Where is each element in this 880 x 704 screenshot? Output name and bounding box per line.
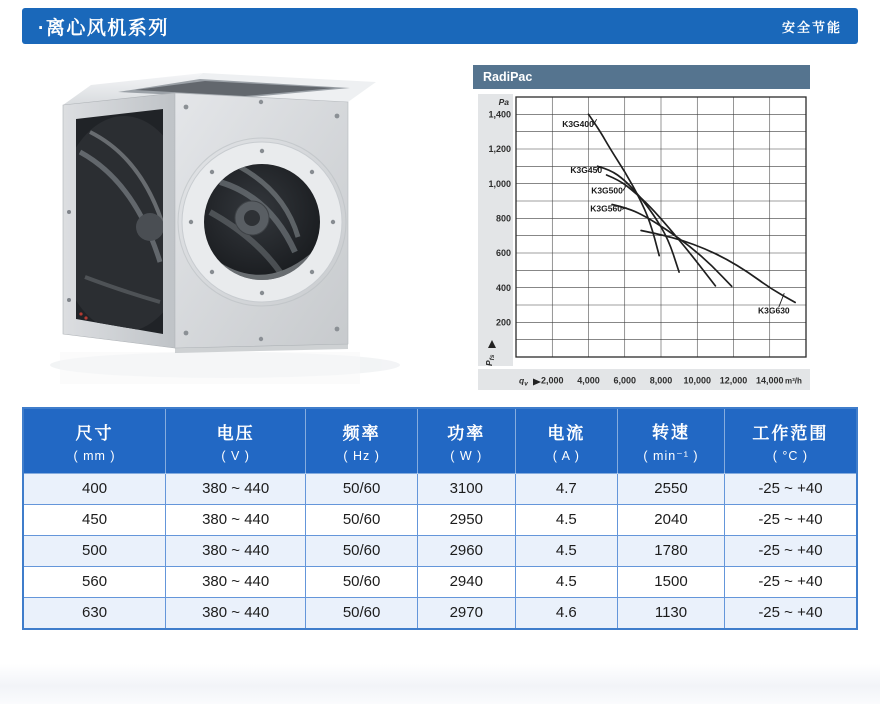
table-cell: 2940 bbox=[417, 567, 515, 598]
table-cell: 50/60 bbox=[306, 536, 418, 567]
column-unit: ( min⁻¹ ) bbox=[643, 449, 699, 463]
product-photo-centrifugal-fan bbox=[40, 62, 440, 392]
x-axis-caption: $q_v$ bbox=[519, 375, 528, 388]
column-label: 转速 bbox=[651, 423, 690, 442]
table-cell: 400 bbox=[23, 474, 166, 505]
table-cell: 380 ~ 440 bbox=[166, 598, 306, 630]
table-header-cell-2 bbox=[306, 408, 418, 474]
table-cell: 4.5 bbox=[515, 536, 618, 567]
table-cell: 3100 bbox=[417, 474, 515, 505]
column-unit: ( V ) bbox=[221, 448, 250, 463]
table-cell: 2550 bbox=[618, 474, 725, 505]
table-cell: 380 ~ 440 bbox=[166, 505, 306, 536]
series-label-K3G500: K3G500 bbox=[591, 185, 623, 196]
x-unit-label: m³/h bbox=[785, 376, 802, 386]
table-cell: 50/60 bbox=[306, 505, 418, 536]
table-cell: 4.5 bbox=[515, 567, 618, 598]
performance-chart bbox=[473, 94, 810, 394]
floor-reflection bbox=[50, 352, 400, 384]
table-cell: 380 ~ 440 bbox=[166, 567, 306, 598]
table-cell: 450 bbox=[23, 505, 166, 536]
column-label: 电流 bbox=[547, 423, 586, 443]
column-label: 频率 bbox=[342, 423, 381, 443]
table-row bbox=[23, 505, 857, 536]
table-cell: -25 ~ +40 bbox=[724, 598, 857, 630]
x-tick-label: 6,000 bbox=[613, 375, 637, 386]
table-header-cell-3 bbox=[417, 408, 515, 474]
table-cell: -25 ~ +40 bbox=[724, 474, 857, 505]
x-tick-label: 4,000 bbox=[577, 375, 600, 386]
spec-table bbox=[22, 407, 858, 630]
table-header-cell-4 bbox=[515, 408, 618, 474]
table-cell: -25 ~ +40 bbox=[724, 536, 857, 567]
column-label: 功率 bbox=[447, 423, 486, 443]
table-cell: 1130 bbox=[618, 598, 725, 630]
column-unit: ( mm ) bbox=[73, 448, 116, 463]
safety-badge: 安全节能 bbox=[781, 19, 842, 35]
table-row bbox=[23, 536, 857, 567]
x-tick-label: 2,000 bbox=[541, 375, 564, 386]
table-header-row bbox=[23, 408, 857, 474]
table-cell: 50/60 bbox=[306, 474, 418, 505]
chart-title: RadiPac bbox=[483, 70, 533, 84]
y-tick-label: 1,400 bbox=[488, 109, 511, 120]
fan-front-face bbox=[175, 93, 348, 353]
table-cell: 630 bbox=[23, 598, 166, 630]
series-label-K3G630: K3G630 bbox=[758, 305, 790, 316]
chart-title-bar bbox=[473, 65, 810, 89]
table-cell: 50/60 bbox=[306, 598, 418, 630]
x-tick-label: 12,000 bbox=[719, 375, 748, 386]
x-tick-label: 10,000 bbox=[683, 375, 712, 386]
table-header-cell-1 bbox=[166, 408, 306, 474]
column-label: 电压 bbox=[216, 423, 255, 443]
bottom-decoration-band bbox=[0, 664, 880, 704]
table-cell: 1500 bbox=[618, 567, 725, 598]
column-label: 尺寸 bbox=[75, 423, 114, 443]
column-label: 工作范围 bbox=[752, 423, 829, 443]
table-cell: -25 ~ +40 bbox=[724, 505, 857, 536]
table-header-cell-0 bbox=[23, 408, 166, 474]
table-cell: 4.6 bbox=[515, 598, 618, 630]
y-tick-label: 400 bbox=[495, 282, 511, 293]
table-row bbox=[23, 567, 857, 598]
page-title: ·离心风机系列 bbox=[38, 17, 169, 39]
x-tick-label: 8,000 bbox=[649, 375, 673, 386]
series-label-K3G400: K3G400 bbox=[562, 118, 594, 129]
table-row bbox=[23, 598, 857, 630]
y-tick-label: 600 bbox=[495, 248, 511, 259]
table-row bbox=[23, 474, 857, 505]
x-tick-label: 14,000 bbox=[756, 375, 784, 386]
column-unit: ( W ) bbox=[450, 448, 483, 463]
y-axis-caption: $P_{fs}$ bbox=[484, 354, 496, 366]
fan-left-face bbox=[56, 93, 192, 348]
series-label-K3G450: K3G450 bbox=[570, 164, 603, 175]
column-unit: ( °C ) bbox=[772, 448, 809, 463]
table-header-cell-6 bbox=[724, 408, 857, 474]
table-cell: 560 bbox=[23, 567, 166, 598]
y-tick-label: 200 bbox=[495, 317, 511, 328]
table-cell: 2970 bbox=[417, 598, 515, 630]
y-tick-label: 1,200 bbox=[488, 144, 511, 155]
series-label-K3G560: K3G560 bbox=[590, 203, 622, 214]
column-unit: ( Hz ) bbox=[343, 448, 380, 463]
chart-panel bbox=[473, 65, 810, 394]
table-cell: 2960 bbox=[417, 536, 515, 567]
table-cell: -25 ~ +40 bbox=[724, 567, 857, 598]
table-cell: 1780 bbox=[618, 536, 725, 567]
column-unit: ( A ) bbox=[552, 448, 580, 463]
table-cell: 50/60 bbox=[306, 567, 418, 598]
y-tick-label: 1,000 bbox=[488, 178, 511, 189]
page-header-bar bbox=[22, 8, 858, 44]
table-cell: 2040 bbox=[618, 505, 725, 536]
y-unit-label: Pa bbox=[498, 97, 509, 107]
y-tick-label: 800 bbox=[495, 213, 511, 224]
table-cell: 4.7 bbox=[515, 474, 618, 505]
table-cell: 4.5 bbox=[515, 505, 618, 536]
table-cell: 500 bbox=[23, 536, 166, 567]
table-header-cell-5 bbox=[618, 408, 725, 474]
table-cell: 2950 bbox=[417, 505, 515, 536]
table-cell: 380 ~ 440 bbox=[166, 536, 306, 567]
table-cell: 380 ~ 440 bbox=[166, 474, 306, 505]
